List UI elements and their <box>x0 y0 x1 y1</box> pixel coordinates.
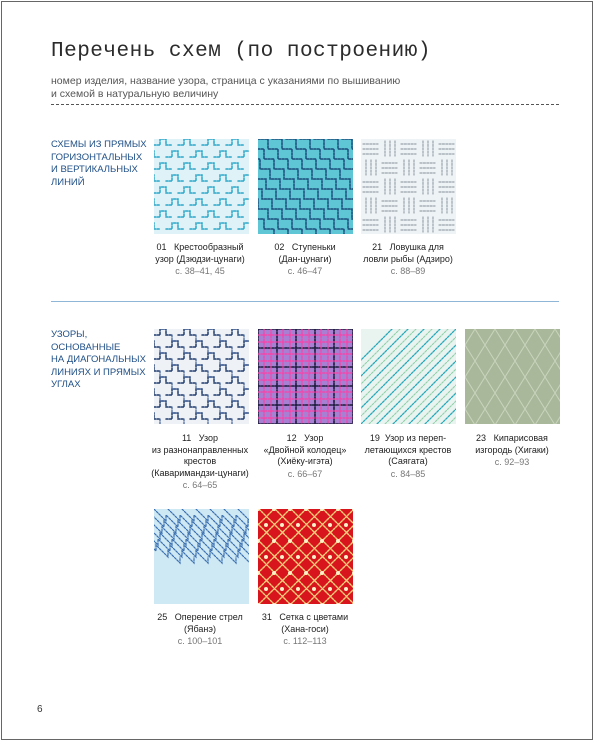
item-name: Ступеньки <box>291 242 336 252</box>
item-pages: с. 66–67 <box>287 468 323 479</box>
item-number: 21 <box>372 242 383 252</box>
item-pages: с. 64–65 <box>182 480 218 490</box>
item-pages: с. 100–101 <box>177 636 223 646</box>
item-number: 01 <box>156 242 167 252</box>
stitch-pattern-swatch <box>361 139 456 234</box>
item-caption-21 <box>358 242 458 278</box>
item-caption-01 <box>150 242 250 278</box>
section-divider <box>51 301 559 302</box>
pattern-tile-12 <box>258 329 353 424</box>
pattern-tile-23 <box>465 329 560 424</box>
item-name: Оперение стрел <box>174 612 243 622</box>
pattern-tile-11 <box>154 329 249 424</box>
section-label-line: УГЛАХ <box>51 379 81 390</box>
section-label-line: ГОРИЗОНТАЛЬНЫХ <box>51 151 143 163</box>
item-caption-23 <box>462 433 562 469</box>
item-name: Ловушка для <box>389 242 444 252</box>
pattern-tile-31 <box>258 509 353 604</box>
item-pages: с. 46–47 <box>287 266 323 276</box>
item-caption-11 <box>150 433 250 492</box>
item-name: Сетка с цветами <box>279 612 349 622</box>
pattern-tile-25 <box>154 509 249 604</box>
item-name: (Дан-цунаги) <box>278 253 332 264</box>
item-caption-25 <box>150 612 250 648</box>
item-name: (Саягата) <box>388 456 428 466</box>
item-name: летающихся крестов <box>364 444 452 455</box>
stitch-pattern-swatch <box>361 329 456 424</box>
item-name: «Двойной колодец» <box>263 444 347 455</box>
item-caption-19 <box>358 433 458 480</box>
subtitle-line-2: и схемой в натуральную величину <box>51 88 219 100</box>
item-pages: с. 92–93 <box>494 457 530 467</box>
item-name: (Каваримандзи-цунаги) <box>151 467 249 478</box>
page-number: 6 <box>37 704 43 715</box>
item-name: (Хана-госи) <box>281 623 329 634</box>
section-label-line: СХЕМЫ ИЗ ПРЯМЫХ <box>51 139 147 150</box>
item-number: 02 <box>274 242 285 252</box>
stitch-pattern-swatch <box>258 329 353 424</box>
item-name: Крестообразный <box>174 242 244 252</box>
item-number: 11 <box>181 433 192 443</box>
item-caption-12 <box>255 433 355 480</box>
stitch-pattern-swatch <box>154 329 249 424</box>
section-label-line: НА ДИАГОНАЛЬНЫХ <box>51 354 146 365</box>
stitch-pattern-swatch <box>154 509 249 604</box>
item-name: Узор из переп- <box>384 433 447 443</box>
page-title: Перечень схем (по построению) <box>51 40 431 63</box>
item-pages: с. 38–41, 45 <box>175 266 225 276</box>
section-label-line: ЛИНИЯХ И ПРЯМЫХ <box>51 366 146 378</box>
item-name: Узор <box>304 433 324 443</box>
subtitle-line-1: номер изделия, название узора, страница с указаниями по вышиванию <box>51 75 401 87</box>
item-pages: с. 88–89 <box>390 266 426 276</box>
page-subtitle <box>51 75 471 101</box>
section-label-line: И ВЕРТИКАЛЬНЫХ <box>51 164 138 175</box>
stitch-pattern-swatch <box>154 139 249 234</box>
section-label-line: УЗОРЫ, <box>51 329 88 340</box>
item-number: 23 <box>476 433 487 443</box>
section-label-straight-lines <box>51 139 147 189</box>
item-name: узор (Дзюдзи-цунаги) <box>155 253 245 264</box>
item-caption-31 <box>255 612 355 648</box>
pattern-tile-01 <box>154 139 249 234</box>
section-label-line: ЛИНИЙ <box>51 176 85 188</box>
item-name: Узор <box>198 433 219 443</box>
item-name: Кипарисовая <box>493 433 548 443</box>
item-number: 31 <box>261 612 272 622</box>
item-name: (Хиёку-игэта) <box>277 456 333 466</box>
item-pages: с. 84–85 <box>390 468 426 479</box>
item-caption-02 <box>255 242 355 278</box>
item-name: крестов <box>183 456 217 466</box>
pattern-tile-02 <box>258 139 353 234</box>
item-number: 12 <box>286 433 297 443</box>
stitch-pattern-swatch <box>258 139 353 234</box>
stitch-pattern-swatch <box>465 329 560 424</box>
item-name: из разнонаправленных <box>151 444 249 455</box>
item-number: 25 <box>157 612 168 622</box>
item-number: 19 <box>369 433 380 443</box>
section-label-diagonal-lines <box>51 329 146 392</box>
stitch-pattern-swatch <box>258 509 353 604</box>
item-name: ловли рыбы (Адзиро) <box>363 253 453 264</box>
pattern-tile-21 <box>361 139 456 234</box>
item-name: изгородь (Хигаки) <box>475 444 549 455</box>
dashed-divider <box>51 104 559 105</box>
pattern-tile-19 <box>361 329 456 424</box>
item-name: (Ябанэ) <box>183 623 216 634</box>
section-label-line: ОСНОВАННЫЕ <box>51 341 121 353</box>
item-pages: с. 112–113 <box>283 636 327 646</box>
